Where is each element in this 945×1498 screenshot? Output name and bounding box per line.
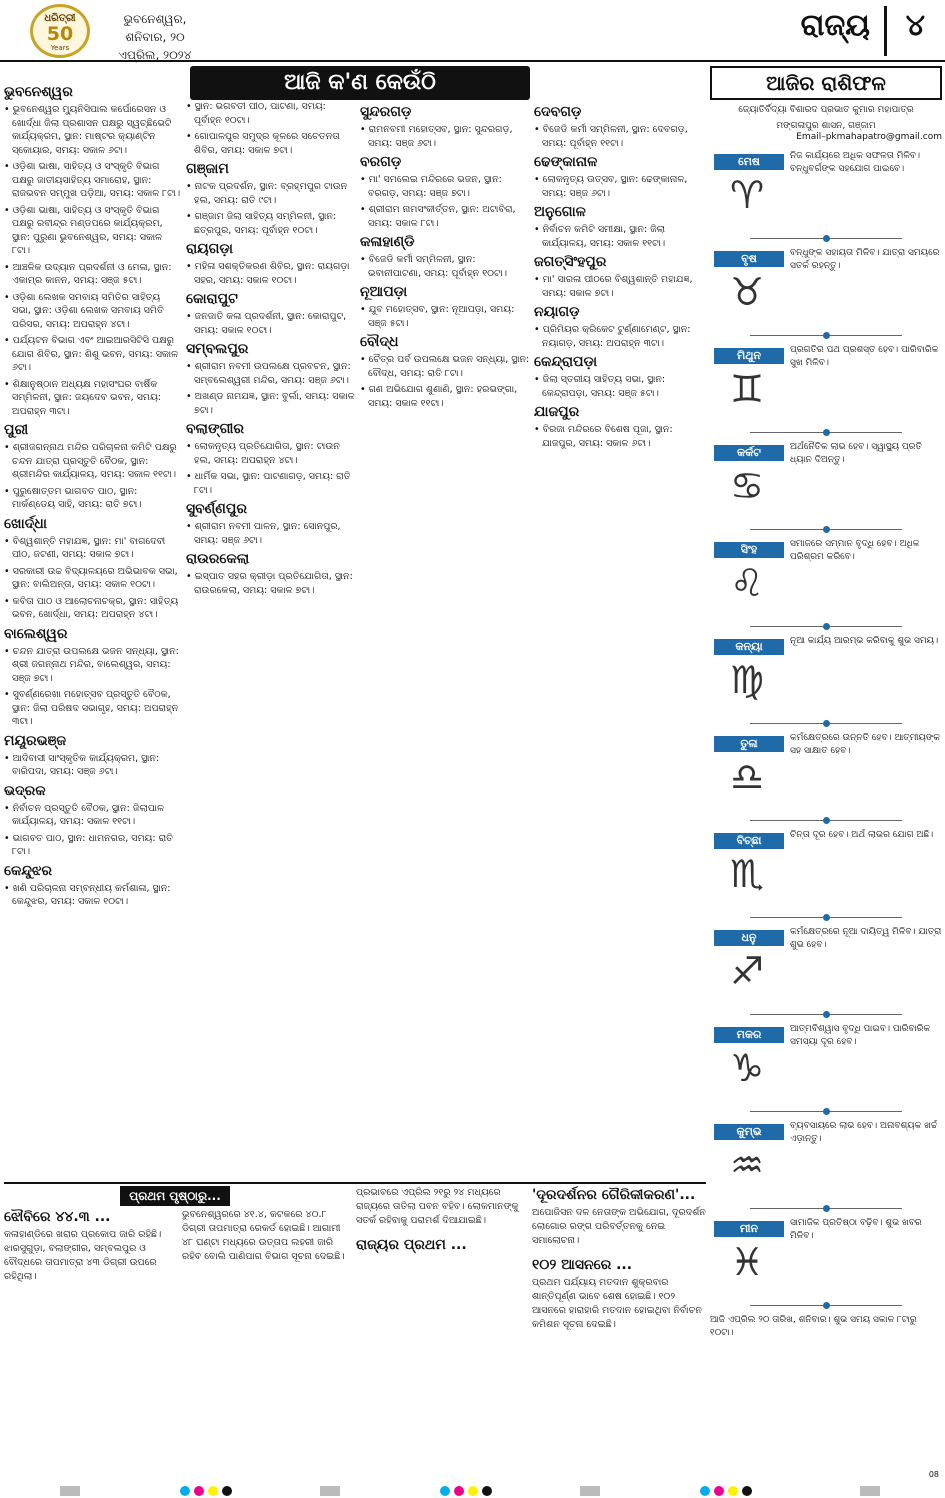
district-heading: ଭଦ୍ରକ <box>4 782 46 799</box>
astrologer-email: Email–pkmahapatro@gmail.com <box>796 132 942 142</box>
rashifal-title: ଆଜିର ରାଶିଫଳ <box>710 66 942 100</box>
event-item: • ଗୋପାଳପୁର ସମୁଦ୍ର କୂଳରେ ସଚେତନତା ଶିବିର, ସମୟ: ସକାଳ ୭ଟା। <box>186 130 356 157</box>
event-item: • ଶ୍ରୀରାମ ନାମସଂକୀର୍ତ୍ତନ, ସ୍ଥାନ: ଅଟାବିରା, ସମୟ: ସକାଳ ୮ଟା। <box>360 203 530 230</box>
zodiac-name: ମେଷ <box>714 154 784 170</box>
event-item: • ଶ୍ରୀଜଗନ୍ନାଥ ମନ୍ଦିର ପରିଚାଳନା କମିଟି ପକ୍ଷରୁ ଚନ୍ଦନ ଯାତ୍ରା ପ୍ରସ୍ତୁତି ବୈଠକ, ସ୍ଥାନ: ଶ୍ରୀମନ୍ଦିର କାର୍ଯ୍ୟାଳୟ, ସମୟ: ସକାଳ ୧୧ଟା। <box>4 441 182 482</box>
zodiac-name: ମିଥୁନ <box>714 348 784 364</box>
district-heading: ମୟୂରଭଞ୍ଜ <box>4 732 67 749</box>
zodiac-sign-entry <box>710 148 942 241</box>
events-column-1 <box>4 80 182 1180</box>
events-column-2 <box>186 100 356 1180</box>
event-item: • ଗଣ ଅଭିଯୋଗ ଶୁଣାଣି, ସ୍ଥାନ: ହରଭଙ୍ଗା, ସମୟ: ସକାଳ ୧୧ଟା। <box>360 383 530 410</box>
magenta-dot <box>714 1486 724 1496</box>
zodiac-sign-entry <box>710 342 942 435</box>
page-title: ରାଜ୍ୟ <box>800 8 870 43</box>
calendar-note: ଆଜି ଏପ୍ରିଲ ୨୦ ତାରିଖ, ଶନିବାର। ଶୁଭ ସମୟ ସକାଳ ୮ଟାରୁ ୧୦ଟା। <box>710 1315 917 1338</box>
event-item: • ପର୍ଯ୍ୟଟନ ବିଭାଗ ଏବଂ ଆଇଆରସିଟିସି ପକ୍ଷରୁ ଯୋଗ ଶିବିର, ସ୍ଥାନ: ଶିଶୁ ଭବନ, ସମୟ: ସକାଳ ୬ଟା। <box>4 334 182 375</box>
print-registration-strip <box>0 1484 945 1498</box>
district-heading: କଳାହାଣ୍ଡି <box>360 234 415 250</box>
continued-badge: ପ୍ରଥମ ପୃଷ୍ଠାରୁ... <box>120 1186 230 1206</box>
event-item: • ଜିଲା ସ୍ତରୀୟ ସାହିତ୍ୟ ସଭା, ସ୍ଥାନ: କେନ୍ଦ୍ରାପଡ଼ା, ସମୟ: ସଞ୍ଜ ୫ଟା। <box>534 373 704 400</box>
event-item: • ଯୁବ ମହୋତ୍ସବ, ସ୍ଥାନ: ନୂଆପଡ଼ା, ସମୟ: ସଞ୍ଜ ୫ଟା। <box>360 303 530 330</box>
ornament-divider <box>750 335 902 336</box>
zodiac-name: କନ୍ୟା <box>714 639 784 655</box>
event-item: • ଚୈତ୍ର ପର୍ବ ଉପଲକ୍ଷେ ଭଜନ ସନ୍ଧ୍ୟା, ସ୍ଥାନ: ବୌଦ୍ଧ, ସମୟ: ରାତି ୮ଟା। <box>360 353 530 380</box>
event-item: • ଇସ୍ପାତ ସହର କ୍ରୀଡ଼ା ପ୍ରତିଯୋଗିତା, ସ୍ଥାନ: ରାଉରକେଲା, ସମୟ: ସକାଳ ୭ଟା। <box>186 570 356 597</box>
section-rule <box>4 1182 706 1184</box>
event-item: • ସ୍ଥାନ: ଭଗବତୀ ପୀଠ, ପାଟଣା, ସମୟ: ପୂର୍ବାହ୍ନ ୧୦ଟା। <box>186 100 356 127</box>
zodiac-symbol-icon: ♈ <box>729 173 765 217</box>
zodiac-forecast: ଆତ୍ମବିଶ୍ୱାସ ବୃଦ୍ଧି ପାଇବ। ପାରିବାରିକ ସମସ୍ୟା ଦୂର ହେବ। <box>790 1024 931 1047</box>
event-item: • ଶ୍ରୀରାମ ନବମୀ ଉପଲକ୍ଷେ ପ୍ରବଚନ, ସ୍ଥାନ: ସମ୍ବଲେଶ୍ୱରୀ ମନ୍ଦିର, ସମୟ: ସଞ୍ଜ ୬ଟା। <box>186 360 356 387</box>
zodiac-symbol-icon: ♋ <box>729 464 765 508</box>
story-3-headline: ରାଜ୍ୟର ପ୍ରଥମ ... <box>356 1237 467 1253</box>
zodiac-sign-entry <box>710 924 942 1017</box>
zodiac-sign-entry <box>710 245 942 338</box>
event-item: • ଚନ୍ଦନ ଯାତ୍ରା ଉପଲକ୍ଷେ ଭଜନ ସନ୍ଧ୍ୟା, ସ୍ଥାନ: ଶ୍ରୀ ଜଗନ୍ନାଥ ମନ୍ଦିର, ବାଲେଶ୍ୱର, ସମୟ: ସଞ୍ଜ ୭ଟା। <box>4 645 182 686</box>
event-item: • ଗଞ୍ଜାମ ଜିଲା ସାହିତ୍ୟ ସମ୍ମିଳନୀ, ସ୍ଥାନ: ଛତ୍ରପୁର, ସମୟ: ପୂର୍ବାହ୍ନ ୧୦ଟା। <box>186 210 356 237</box>
black-dot <box>742 1486 752 1496</box>
district-heading: ଢେଙ୍କାନାଳ <box>534 154 598 170</box>
logo-number: 50 <box>46 23 74 45</box>
zodiac-name: ତୁଳା <box>714 736 784 752</box>
zodiac-forecast: ଅର୍ଥନୈତିକ ଲାଭ ହେବ। ସ୍ୱାସ୍ଥ୍ୟ ପ୍ରତି ଧ୍ୟାନ ଦିଅନ୍ତୁ। <box>790 442 922 465</box>
ornament-divider <box>750 723 902 724</box>
zodiac-forecast: ନିଜ କାର୍ଯ୍ୟରେ ଅଧିକ ସଫଳତା ମିଳିବ। ବନ୍ଧୁବର୍ଗଙ୍କ ସହଯୋଗ ପାଇବେ। <box>790 151 921 174</box>
event-item: • ଓଡ଼ିଶା ଭାଷା, ସାହିତ୍ୟ ଓ ସଂସ୍କୃତି ବିଭାଗ ପକ୍ଷରୁ ରବୀନ୍ଦ୍ର ମଣ୍ଡପରେ କାର୍ଯ୍ୟକ୍ରମ, ସ୍ଥାନ: ପୁରୁଣା ଭୁବନେଶ୍ୱର, ସମୟ: ସକାଳ ୮ଟା। <box>4 204 182 258</box>
district-heading: ନୂଆପଡ଼ା <box>360 284 408 300</box>
zodiac-symbol-icon: ♓ <box>729 1240 765 1284</box>
astrologer-name: ଜ୍ୟୋତିର୍ବିଦ୍ୟା ବିଶାରଦ ପ୍ରଭାତ କୁମାର ମହାପାତ୍ର <box>738 105 914 115</box>
continued-story-1 <box>4 1208 176 1488</box>
events-banner: ଆଜି କ'ଣ କେଉଁଠି <box>190 66 530 100</box>
event-item: • ସରକାରୀ ଉଚ୍ଚ ବିଦ୍ୟାଳୟରେ ଅଭିଭାବକ ସଭା, ସ୍ଥାନ: ବାଲିଅନ୍ତା, ସମୟ: ସକାଳ ୧୦ଟା। <box>4 565 182 592</box>
event-item: • ମା' ସମଲେଇ ମନ୍ଦିରରେ ଭଜନ, ସ୍ଥାନ: ବରଗଡ଼, ସମୟ: ସଞ୍ଜ ୭ଟା। <box>360 173 530 200</box>
date-line: ଭୁବନେଶ୍ୱର, ଶନିବାର, ୨୦ ଏପ୍ରିଲ, ୨୦୨୪ <box>118 12 192 62</box>
zodiac-forecast: କର୍ମକ୍ଷେତ୍ରରେ ନୂଆ ଦାୟିତ୍ୱ ମିଳିବ। ଯାତ୍ରା ଶୁଭ ହେବ। <box>790 927 942 950</box>
zodiac-symbol-icon: ♎ <box>729 755 765 799</box>
district-heading: ସୁନ୍ଦରଗଡ଼ <box>360 104 412 120</box>
zodiac-sign-entry <box>710 633 942 726</box>
magenta-dot <box>194 1486 204 1496</box>
event-item: • କବିତା ପାଠ ଓ ଆଲୋଚନାଚକ୍ର, ସ୍ଥାନ: ସାହିତ୍ୟ ଭବନ, ଖୋର୍ଦ୍ଧା, ସମୟ: ଅପରାହ୍ନ ୪ଟା। <box>4 595 182 622</box>
district-heading: କେନ୍ଦୁଝର <box>4 862 53 879</box>
yellow-dot <box>728 1486 738 1496</box>
zodiac-name: ବୃଷ <box>714 251 784 267</box>
district-heading: ରାଉରକେଲା <box>186 551 250 567</box>
zodiac-symbol-icon: ♊ <box>729 367 765 411</box>
ornament-divider <box>750 529 902 530</box>
zodiac-sign-entry <box>710 730 942 823</box>
district-heading: କୋରାପୁଟ <box>186 291 238 307</box>
events-column-3 <box>360 100 530 1180</box>
gray-mark <box>320 1486 340 1496</box>
ornament-divider <box>750 432 902 433</box>
story-2-text: ଭୁବନେଶ୍ୱରରେ ୪୧.୪, କଟକରେ ୪୦.୮ ଡିଗ୍ରୀ ତାପମାତ୍ରା ରେକର୍ଡ ହୋଇଛି। ଆଗାମୀ ୪୮ ଘଣ୍ଟା ମଧ୍ୟରେ ଉତ୍ତାପ ଲହରୀ ଜାରି ରହିବ ବୋଲି ପାଣିପାଗ ବିଭାଗ ସୂଚନା ଦେଇଛି। <box>182 1209 345 1262</box>
ornament-divider <box>750 1208 902 1209</box>
event-item: • ଧାର୍ମିକ ସଭା, ସ୍ଥାନ: ପାଟଣାଗଡ଼, ସମୟ: ରାତି ୮ଟା। <box>186 470 356 497</box>
events-column-4 <box>534 100 704 1180</box>
newspaper-logo <box>30 4 90 58</box>
ornament-divider <box>750 238 902 239</box>
zodiac-forecast: ନୂଆ କାର୍ଯ୍ୟ ଆରମ୍ଭ କରିବାକୁ ଶୁଭ ସମୟ। <box>790 636 939 646</box>
rashifal-section <box>710 66 942 1481</box>
event-item: • ପ୍ରିମିୟର କ୍ରିକେଟ ଟୁର୍ଣ୍ଣାମେଣ୍ଟ, ସ୍ଥାନ: ନୟାଗଡ଼, ସମୟ: ଅପରାହ୍ନ ୩ଟା। <box>534 323 704 350</box>
district-heading: ପୁରୀ <box>4 422 29 438</box>
continued-story-3 <box>356 1186 526 1466</box>
gray-mark <box>860 1486 880 1496</box>
event-item: • ଆଞ୍ଚଳିକ ଉଦ୍ୟାନ ପ୍ରଦର୍ଶନୀ ଓ ମେଳା, ସ୍ଥାନ: ଏକାମ୍ର କାନନ, ସମୟ: ସଞ୍ଜ ୫ଟା। <box>4 261 182 288</box>
event-item: • ନିର୍ବାଚନ କମିଟି ସମୀକ୍ଷା, ସ୍ଥାନ: ଜିଲା କାର୍ଯ୍ୟାଳୟ, ସମୟ: ସକାଳ ୧୧ଟା। <box>534 223 704 250</box>
event-item: • ରାମନବମୀ ମହୋତ୍ସବ, ସ୍ଥାନ: ସୁନ୍ଦରଗଡ଼, ସମୟ: ସଞ୍ଜ ୬ଟା। <box>360 123 530 150</box>
event-item: • ଜନଜାତି କଳା ପ୍ରଦର୍ଶନୀ, ସ୍ଥାନ: କୋରାପୁଟ, ସମୟ: ସକାଳ ୧୦ଟା। <box>186 310 356 337</box>
event-item: • ସୁବର୍ଣ୍ଣରେଖା ମହୋତ୍ସବ ପ୍ରସ୍ତୁତି ବୈଠକ, ସ୍ଥାନ: ଜିଲା ପରିଷଦ ସଭାଗୃହ, ସମୟ: ଅପରାହ୍ନ ୩ଟା। <box>4 688 182 729</box>
event-item: • ମହିଳା ସଶକ୍ତିକରଣ ଶିବିର, ସ୍ଥାନ: ରାୟଗଡ଼ା ସହର, ସମୟ: ସକାଳ ୧୦ଟା। <box>186 260 356 287</box>
district-heading: ନୟାଗଡ଼ <box>534 304 580 320</box>
page-number: ୪ <box>905 8 925 43</box>
cyan-dot <box>440 1486 450 1496</box>
event-item: • ଆଦିବାସୀ ସାଂସ୍କୃତିକ କାର୍ଯ୍ୟକ୍ରମ, ସ୍ଥାନ: ବାରିପଦା, ସମୟ: ସଞ୍ଜ ୬ଟା। <box>4 752 182 779</box>
event-item: • ବିଜେଡି କର୍ମୀ ସମ୍ମିଳନୀ, ସ୍ଥାନ: ଭବାନୀପାଟଣା, ସମୟ: ପୂର୍ବାହ୍ନ ୧୦ଟା। <box>360 253 530 280</box>
black-dot <box>482 1486 492 1496</box>
gray-mark <box>580 1486 600 1496</box>
event-item: • ଭୁବନେଶ୍ୱର ମ୍ୟୁନିସିପାଲ କର୍ପୋରେସନ ଓ ଖୋର୍ଦ୍ଧା ଜିଲା ପ୍ରଶାସନ ପକ୍ଷରୁ ସ୍ୱଚ୍ଛିଭେଟି କାର୍ଯ୍ୟକ୍ରମ, ସ୍ଥାନ: ମାଷ୍ଟର କ୍ୟାଣ୍ଟିନ ସ୍କୋୟାର, ସମୟ: ସକାଳ ୬ଟା। <box>4 103 182 157</box>
ornament-divider <box>750 626 902 627</box>
yellow-dot <box>468 1486 478 1496</box>
event-item: • ଶିକ୍ଷାନୁଷ୍ଠାନ ଅଧ୍ୟକ୍ଷ ମହାସଂଘର ବାର୍ଷିକ ସମ୍ମିଳନୀ, ସ୍ଥାନ: ଜୟଦେବ ଭବନ, ସମୟ: ଅପରାହ୍ନ ୩ଟା। <box>4 378 182 419</box>
event-item: • ନାଟକ ପ୍ରଦର୍ଶନ, ସ୍ଥାନ: ବ୍ରହ୍ମପୁର ଟାଉନ ହଲ, ସମୟ: ରାତି ୯ଟା। <box>186 180 356 207</box>
event-item: • ନିର୍ବାଚନ ପ୍ରସ୍ତୁତି ବୈଠକ, ସ୍ଥାନ: ଜିଲାପାଳ କାର୍ଯ୍ୟାଳୟ, ସମୟ: ସକାଳ ୧୧ଟା। <box>4 802 182 829</box>
zodiac-name: ମୀନ <box>714 1221 784 1237</box>
story-4-text: ଅପୋଜିସନ ଦଳ ନେତାଙ୍କ ଅଭିଯୋଗ, ଦୂରଦର୍ଶନ ଲୋଗୋର ରଙ୍ଗ ପରିବର୍ତ୍ତନକୁ ନେଇ ସମାଲୋଚନା। <box>532 1207 706 1246</box>
event-item: • ଓଡ଼ିଶା ଭାଷା, ସାହିତ୍ୟ ଓ ସଂସ୍କୃତି ବିଭାଗ ପକ୍ଷରୁ ଜାତୀୟସାହିତ୍ୟ ସମାରୋହ, ସ୍ଥାନ: ରାଜଭବନ ସମ୍ମୁଖ ପଡ଼ିଆ, ସମୟ: ସକାଳ ୮ଟା। <box>4 160 182 201</box>
zodiac-forecast: ପ୍ରଗତିର ପଥ ପ୍ରଶସ୍ତ ହେବ। ପାରିବାରିକ ସୁଖ ମିଳିବ। <box>790 345 939 368</box>
black-dot <box>222 1486 232 1496</box>
astrologer-location: ମଙ୍ଗଳାପୁର ଶାସନ, ଗଞ୍ଜାମ <box>776 121 876 131</box>
event-item: • ବିଶ୍ୱଶାନ୍ତି ମହାଯଜ୍ଞ, ସ୍ଥାନ: ମା' ବାଗଦେବୀ ପୀଠ, ଜଟଣୀ, ସମୟ: ସକାଳ ୭ଟା। <box>4 535 182 562</box>
district-heading: ସୁବର୍ଣ୍ଣପୁର <box>186 501 247 517</box>
district-heading: ବାଲେଶ୍ୱର <box>4 625 68 642</box>
title-divider <box>884 6 887 56</box>
event-item: • ବିଜେଡି କର୍ମୀ ସମ୍ମିଳନୀ, ସ୍ଥାନ: ଦେବଗଡ଼, ସମୟ: ପୂର୍ବାହ୍ନ ୧୧ଟା। <box>534 123 704 150</box>
district-heading: ରାୟଗଡ଼ା <box>186 241 233 257</box>
zodiac-forecast: କର୍ମକ୍ଷେତ୍ରରେ ଉନ୍ନତି ହେବ। ଆତ୍ମୀୟଙ୍କ ସହ ସାକ୍ଷାତ ହେବ। <box>790 733 940 756</box>
district-heading: ଦେବଗଡ଼ <box>534 104 582 120</box>
event-item: • ବିରଜା ମନ୍ଦିରରେ ବିଶେଷ ପୂଜା, ସ୍ଥାନ: ଯାଜପୁର, ସମୟ: ସକାଳ ୬ଟା। <box>534 423 704 450</box>
zodiac-forecast: ବନ୍ଧୁଙ୍କ ସହାୟତା ମିଳିବ। ଯାତ୍ରା ସମୟରେ ସତର୍କ ରହନ୍ତୁ। <box>790 248 940 271</box>
ornament-divider <box>750 1305 902 1306</box>
ornament-divider <box>750 1014 902 1015</box>
folio-number: 08 <box>928 1470 939 1479</box>
zodiac-sign-entry <box>710 439 942 532</box>
event-item: • ଖଣି ପରିଚାଳନା ସମ୍ବନ୍ଧୀୟ କର୍ମଶାଳା, ସ୍ଥାନ: କେନ୍ଦୁଝର, ସମୟ: ସକାଳ ୧୦ଟା। <box>4 882 182 909</box>
zodiac-symbol-icon: ♉ <box>729 270 765 314</box>
district-heading: ବରଗଡ଼ <box>360 154 402 170</box>
zodiac-name: ବିଚ୍ଛା <box>714 833 784 849</box>
story-1-headline: ଝୌବିରେ ୪୪.୩ ... <box>4 1209 111 1225</box>
zodiac-name: ମକର <box>714 1027 784 1043</box>
district-heading: ଗଞ୍ଜାମ <box>186 161 229 177</box>
zodiac-sign-entry <box>710 1118 942 1211</box>
logo-years: Years <box>50 44 70 52</box>
ornament-divider <box>750 820 902 821</box>
event-item: • ପୁରୁଷୋତ୍ତମ ଭାଗବତ ପାଠ, ସ୍ଥାନ: ମାର୍କଣ୍ଡେୟ ସାହି, ସମୟ: ରାତି ୭ଟା। <box>4 485 182 512</box>
zodiac-symbol-icon: ♒ <box>729 1143 765 1187</box>
event-item: • ଓଡ଼ିଶା ଲେଖକ ସମବାୟ ସମିତିର ସାହିତ୍ୟ ସଭା, ସ୍ଥାନ: ଓଡ଼ିଶା ଲେଖକ ସମବାୟ ସମିତି ପରିସର, ସମୟ: ଅପରାହ୍ନ ୪ଟା। <box>4 291 182 332</box>
continued-story-4 <box>532 1186 706 1466</box>
story-5-text: ପ୍ରଥମ ପର୍ଯ୍ୟାୟ ମତଦାନ ଶୁକ୍ରବାର ଶାନ୍ତିପୂର୍ଣ୍ଣ ଭାବେ ଶେଷ ହୋଇଛି। ୧୦୨ ଆସନରେ ହାରାହାରି ମତଦାନ ହୋଇଥିବା ନିର୍ବାଚନ କମିଶନ ସୂଚନା ଦେଇଛି। <box>532 1277 702 1330</box>
story-3-text: ପ୍ରଭାବରେ ଏପ୍ରିଲ ୨୧ରୁ ୨୪ ମଧ୍ୟରେ ରାଜ୍ୟରେ ତାତିଲା ପବନ ବହିବ। ଲୋକମାନଙ୍କୁ ସତର୍କ ରହିବାକୁ ପରାମର୍ଶ ଦିଆଯାଇଛି। <box>356 1187 519 1226</box>
yellow-dot <box>208 1486 218 1496</box>
event-item: • ମା' ସାରଳା ପୀଠରେ ବିଶ୍ୱଶାନ୍ତି ମହାଯଜ୍ଞ, ସମୟ: ସକାଳ ୭ଟା। <box>534 273 704 300</box>
zodiac-forecast: ବ୍ୟବସାୟରେ ଲାଭ ହେବ। ଅନାବଶ୍ୟକ ଖର୍ଚ୍ଚ ଏଡ଼ାନ୍ତୁ। <box>790 1121 938 1144</box>
event-item: • ଅଖଣ୍ଡ ନାମଯଜ୍ଞ, ସ୍ଥାନ: ବୁର୍ଲା, ସମୟ: ସକାଳ ୭ଟା। <box>186 390 356 417</box>
zodiac-symbol-icon: ♐ <box>729 949 765 993</box>
story-1-text: କଳାହାଣ୍ଡିରେ ଖରାର ପ୍ରକୋପ ଜାରି ରହିଛି। ଝାରସୁଗୁଡ଼ା, ବଲାଙ୍ଗୀର, ସମ୍ବଲପୁର ଓ ବୌଦ୍ଧରେ ତାପମାତ୍ରା ୪୩ ଡିଗ୍ରୀ ଉପରେ ରହିଥିଲା। <box>4 1229 162 1282</box>
zodiac-symbol-icon: ♌ <box>729 561 765 605</box>
continued-story-2 <box>182 1208 350 1488</box>
zodiac-forecast: ଚିନ୍ତା ଦୂର ହେବ। ଅର୍ଥ ଲାଭର ଯୋଗ ଅଛି। <box>790 830 934 840</box>
zodiac-symbol-icon: ♍ <box>729 658 765 702</box>
event-item: • ଲୋକନୃତ୍ୟ ପ୍ରତିଯୋଗିତା, ସ୍ଥାନ: ଟାଉନ ହଲ, ସମୟ: ଅପରାହ୍ନ ୪ଟା। <box>186 440 356 467</box>
zodiac-name: କର୍କଟ <box>714 445 784 461</box>
story-5-headline: ୧୦୨ ଆସନରେ ... <box>532 1257 633 1273</box>
district-heading: ଭୁବନେଶ୍ୱର <box>4 84 73 100</box>
zodiac-list <box>710 148 942 1308</box>
cyan-dot <box>180 1486 190 1496</box>
district-heading: ସମ୍ବଲପୁର <box>186 341 249 357</box>
logo-name: ଧରିତ୍ରୀ <box>44 13 76 24</box>
zodiac-sign-entry <box>710 827 942 920</box>
district-heading: ଜଗତ୍‌ସିଂହପୁର <box>534 254 607 270</box>
zodiac-forecast: ସାମାଜିକ ପ୍ରତିଷ୍ଠା ବଢ଼ିବ। ଶୁଭ ଖବର ମିଳିବ। <box>790 1218 922 1241</box>
event-item: • ଭାଗବତ ପାଠ, ସ୍ଥାନ: ଧାମନଗର, ସମୟ: ରାତି ୮ଟା। <box>4 832 182 859</box>
district-heading: କେନ୍ଦ୍ରାପଡ଼ା <box>534 354 598 370</box>
zodiac-name: କୁମ୍ଭ <box>714 1124 784 1140</box>
zodiac-symbol-icon: ♏ <box>729 852 765 896</box>
ornament-divider <box>750 1111 902 1112</box>
district-heading: ବଲାଙ୍ଗୀର <box>186 421 244 437</box>
gray-mark <box>60 1486 80 1496</box>
zodiac-name: ଧନୁ <box>714 930 784 946</box>
district-heading: ଅନୁଗୋଳ <box>534 204 586 220</box>
event-item: • ଲୋକନୃତ୍ୟ ଉତ୍ସବ, ସ୍ଥାନ: ଢେଙ୍କାନାଳ, ସମୟ: ସଞ୍ଜ ୬ଟା। <box>534 173 704 200</box>
event-item: • ଶ୍ରୀରାମ ନବମୀ ପାଳନ, ସ୍ଥାନ: ସୋନପୁର, ସମୟ: ସଞ୍ଜ ୬ଟା। <box>186 520 356 547</box>
district-heading: ବୌଦ୍ଧ <box>360 334 399 350</box>
district-heading: ଯାଜପୁର <box>534 404 580 420</box>
cyan-dot <box>700 1486 710 1496</box>
zodiac-sign-entry <box>710 536 942 629</box>
ornament-divider <box>750 917 902 918</box>
magenta-dot <box>454 1486 464 1496</box>
district-heading: ଖୋର୍ଦ୍ଧା <box>4 515 47 532</box>
masthead <box>0 0 945 62</box>
zodiac-forecast: ସମାଜରେ ସମ୍ମାନ ବୃଦ୍ଧି ହେବ। ଅଧିକ ପରିଶ୍ରମ କରିବେ। <box>790 539 920 562</box>
zodiac-sign-entry <box>710 1021 942 1114</box>
zodiac-symbol-icon: ♑ <box>729 1046 765 1090</box>
zodiac-sign-entry <box>710 1215 942 1308</box>
story-4-headline: 'ଦୂରଦର୍ଶନର ଗୈରିକୀକରଣ'... <box>532 1187 696 1203</box>
zodiac-name: ସିଂହ <box>714 542 784 558</box>
